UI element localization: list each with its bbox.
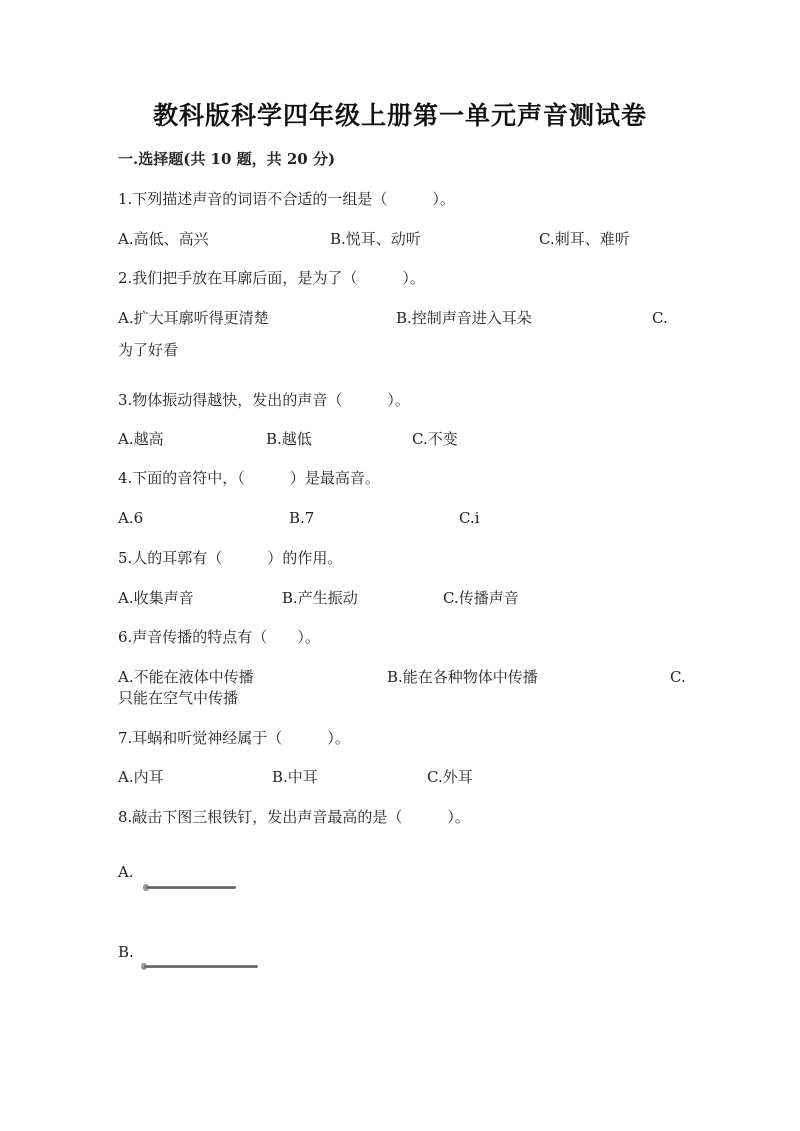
exam-title: 教科版科学四年级上册第一单元声音测试卷: [152, 101, 647, 130]
question-1-stem: 1.下列描述声音的词语不合适的一组是（ ）。: [118, 190, 455, 208]
q2-option-a: A.扩大耳廓听得更清楚: [118, 309, 269, 327]
q6-option-a: A.不能在液体中传播: [118, 668, 254, 686]
question-2-stem: 2.我们把手放在耳廓后面，是为了（ ）。: [118, 269, 425, 287]
question-8-stem: 8.敲击下图三根铁钉，发出声音最高的是（ ）。: [118, 808, 470, 826]
question-3-stem: 3.物体振动得越快，发出的声音（ ）。: [118, 391, 410, 409]
q3-option-b: B.越低: [266, 430, 312, 448]
q1-option-a: A.高低、高兴: [118, 230, 209, 248]
q7-option-c: C.外耳: [427, 768, 473, 786]
q8-option-b: B.: [118, 943, 134, 961]
q1-option-b: B.悦耳、动听: [330, 230, 421, 248]
q2-option-c-text: 为了好看: [118, 341, 179, 359]
question-7-stem: 7.耳蜗和听觉神经属于（ ）。: [118, 729, 350, 747]
question-6-stem: 6.声音传播的特点有（ ）。: [118, 628, 320, 646]
q7-option-b: B.中耳: [272, 768, 318, 786]
question-5-stem: 5.人的耳郭有（ ）的作用。: [118, 549, 343, 567]
q3-option-c: C.不变: [412, 430, 458, 448]
nail-a-image: [146, 886, 236, 889]
question-4-stem: 4.下面的音符中，（ ）是最高音。: [118, 469, 380, 487]
q4-option-c: C.i: [459, 509, 480, 527]
q5-option-b: B.产生振动: [282, 589, 358, 607]
q2-option-c-label: C.: [652, 309, 668, 327]
q2-option-b: B.控制声音进入耳朵: [396, 309, 532, 327]
q6-option-b: B.能在各种物体中传播: [387, 668, 538, 686]
q4-option-a: A.6: [118, 509, 144, 527]
q5-option-a: A.收集声音: [118, 589, 194, 607]
q4-option-b: B.7: [289, 509, 315, 527]
nail-b-image: [144, 965, 258, 968]
q6-option-c-label: C.: [670, 668, 686, 686]
q1-option-c: C.刺耳、难听: [539, 230, 630, 248]
q5-option-c: C.传播声音: [443, 589, 519, 607]
q7-option-a: A.内耳: [118, 768, 164, 786]
q3-option-a: A.越高: [118, 430, 164, 448]
q8-option-a: A.: [118, 863, 134, 881]
q6-option-c-text: 只能在空气中传播: [118, 689, 239, 707]
section-heading: 一.选择题(共 10 题，共 20 分): [118, 150, 336, 168]
